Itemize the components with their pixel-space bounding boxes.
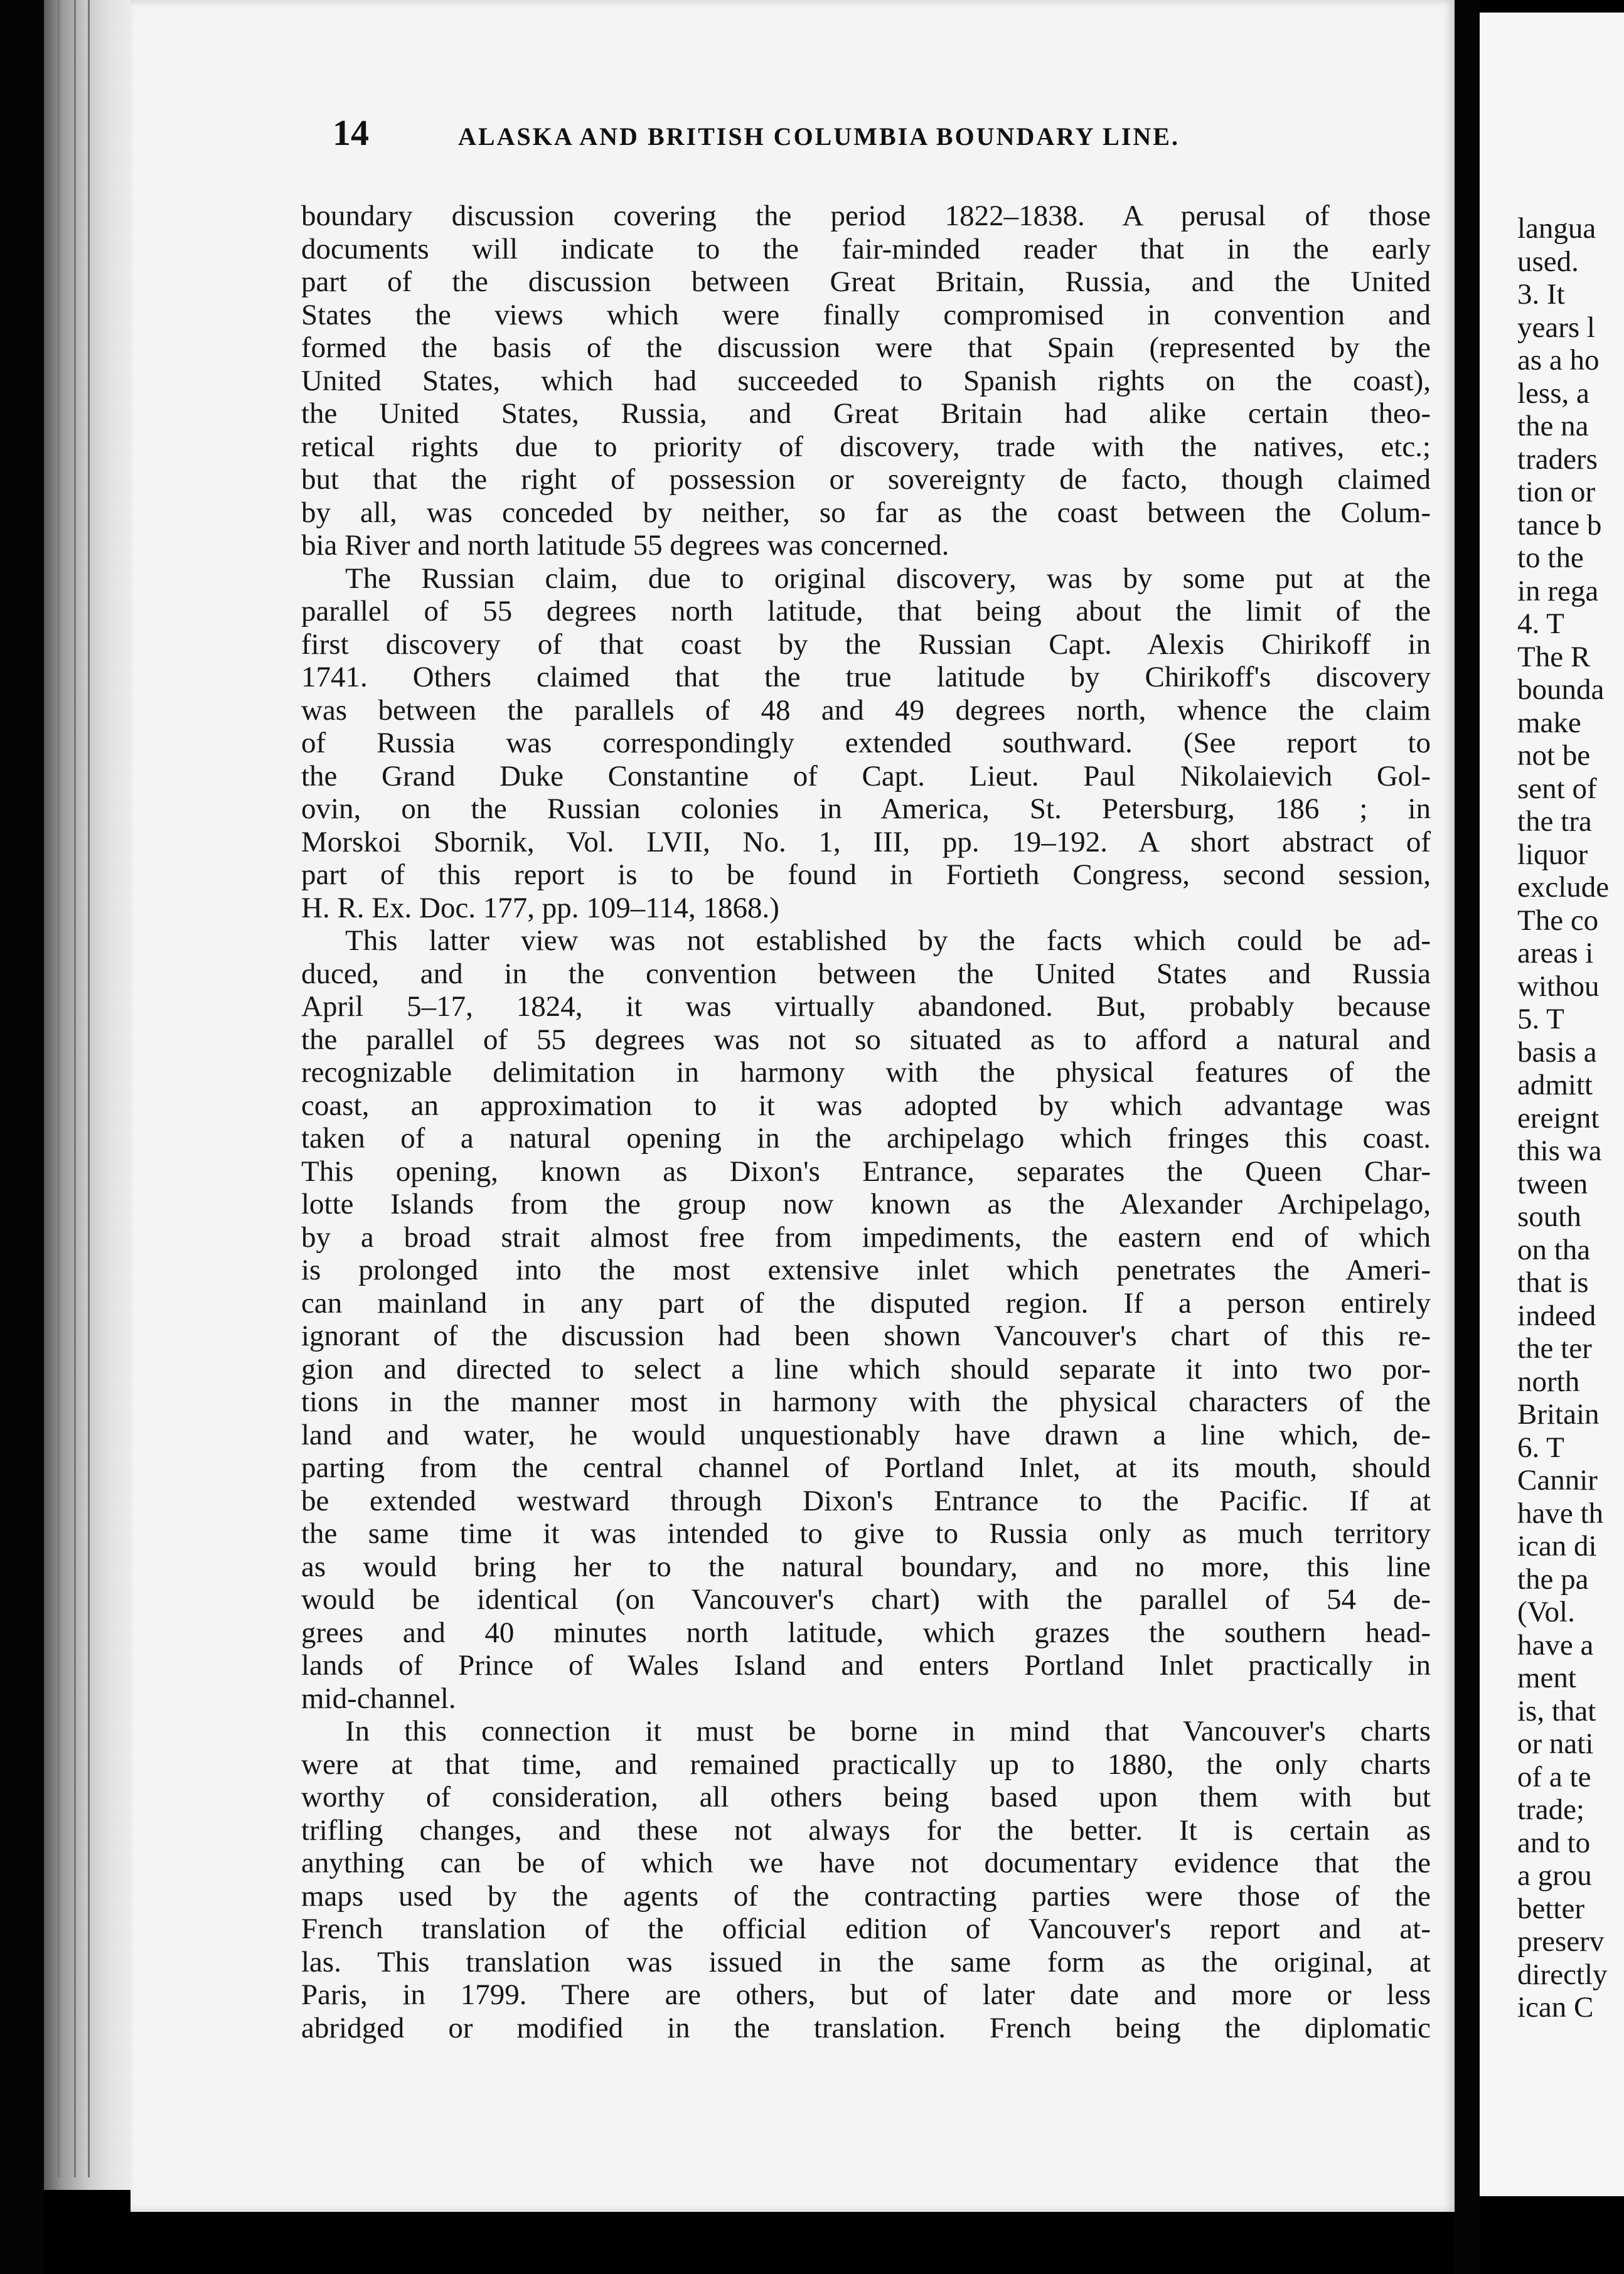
right-text-line: that is (1517, 1266, 1589, 1299)
right-text-line: 6. T (1517, 1431, 1564, 1464)
right-text-line: areas i (1517, 937, 1594, 969)
right-text-line: better (1517, 1892, 1584, 1925)
text-line: This opening, known as Dixon's Entrance, separates the Queen Char- (301, 1155, 1431, 1188)
text-line: first discovery of that coast by the Russian Capt. Alexis Chirikoff in (301, 627, 1431, 661)
text-line: trifling changes, and these not always for the better. It is certain as (301, 1813, 1431, 1847)
text-line: recognizable delimitation in harmony with the physical features of the (301, 1056, 1431, 1089)
right-text-line: basis a (1517, 1035, 1597, 1069)
right-text-line: this wa (1517, 1134, 1602, 1167)
right-text-line: ican C (1517, 1991, 1594, 2024)
text-line: by all, was conceded by neither, so far as the coast between the Colum- (301, 496, 1431, 529)
right-text-line: less, a (1517, 376, 1589, 410)
text-line: the Grand Duke Constantine of Capt. Lieut. Paul Nikolaievich Gol- (301, 759, 1431, 793)
right-text-line: a grou (1517, 1859, 1592, 1892)
right-text-line: not be (1517, 739, 1591, 772)
text-line: ovin, on the Russian colonies in America, St. Petersburg, 186 ; in (301, 793, 1431, 825)
running-head-title: ALASKA AND BRITISH COLUMBIA BOUNDARY LINE. (458, 122, 1180, 151)
page-gutter (1455, 0, 1480, 2274)
text-line: maps used by the agents of the contracting parties were those of the (301, 1879, 1431, 1913)
text-line: grees and 40 minutes north latitude, which grazes the southern head- (301, 1616, 1431, 1649)
right-page-text (1517, 212, 1624, 2024)
text-line: lotte Islands from the group now known as the Alexander Archipelago, (301, 1188, 1431, 1220)
right-text-line: of a te (1517, 1760, 1591, 1793)
text-line: Morskoi Sbornik, Vol. LVII, No. 1, III, pp. 19–192. A short abstract of (301, 825, 1431, 858)
right-text-line: Britain (1517, 1398, 1600, 1431)
right-text-line: langua (1517, 212, 1596, 245)
right-text-line: directly (1517, 1958, 1608, 1991)
right-text-line: trade; (1517, 1793, 1584, 1826)
text-line: lands of Prince of Wales Island and enters Portland Inlet practically in (301, 1649, 1431, 1682)
text-line: Paris, in 1799. There are others, but of later date and more or less (301, 1978, 1431, 2011)
text-line: boundary discussion covering the period 1822–1838. A perusal of those (301, 200, 1431, 232)
text-line: This latter view was not established by the facts which could be ad- (345, 924, 1431, 957)
right-text-line: ment (1517, 1662, 1576, 1694)
right-text-line: exclude (1517, 871, 1610, 904)
right-text-line: make (1517, 706, 1581, 739)
text-line: part of the discussion between Great Britain, Russia, and the United (301, 265, 1431, 298)
page-edge-line (58, 0, 60, 2177)
text-line: April 5–17, 1824, it was virtually abandoned. But, probably because (301, 990, 1431, 1023)
body-text (301, 200, 1431, 2044)
right-text-line: The R (1517, 640, 1591, 673)
right-text-line: have a (1517, 1628, 1594, 1662)
right-text-line: used. (1517, 245, 1579, 278)
page-edge-line (88, 0, 90, 2177)
right-text-line: indeed (1517, 1299, 1596, 1332)
book-binding (0, 0, 44, 2274)
text-line: part of this report is to be found in Fortieth Congress, second session, (301, 858, 1431, 891)
right-text-line: preserv (1517, 1925, 1605, 1958)
text-line: documents will indicate to the fair-minded reader that in the early (301, 232, 1431, 265)
text-line: worthy of consideration, all others being based upon them with but (301, 1781, 1431, 1813)
text-line: would be identical (on Vancouver's chart) with the parallel of 54 de- (301, 1583, 1431, 1616)
text-line: parting from the central channel of Portland Inlet, at its mouth, should (301, 1451, 1431, 1484)
page-edge-line (74, 0, 76, 2177)
text-line: States the views which were finally compromised in convention and (301, 298, 1431, 331)
running-head (333, 112, 1311, 156)
text-line: tions in the manner most in harmony with the physical characters of the (301, 1385, 1431, 1418)
right-text-line: the tra (1517, 805, 1592, 838)
text-line: by a broad strait almost free from impediments, the eastern end of which (301, 1220, 1431, 1254)
right-text-line: (Vol. (1517, 1596, 1575, 1628)
text-line: land and water, he would unquestionably have drawn a line which, de- (301, 1418, 1431, 1451)
right-text-line: as a ho (1517, 344, 1600, 376)
right-text-line: 3. It (1517, 278, 1565, 311)
right-text-line: the na (1517, 410, 1589, 442)
right-page-fragment (1480, 13, 1624, 2196)
text-line: was between the parallels of 48 and 49 degrees north, whence the claim (301, 693, 1431, 727)
text-line: abridged or modified in the translation. French being the diplomatic (301, 2011, 1431, 2044)
right-text-line: tion or (1517, 476, 1596, 508)
text-line: the same time it was intended to give to Russia only as much territory (301, 1517, 1431, 1550)
right-text-line: 5. T (1517, 1003, 1564, 1035)
right-text-line: in rega (1517, 574, 1599, 607)
right-text-line: the pa (1517, 1562, 1589, 1596)
right-text-line: north (1517, 1365, 1580, 1398)
right-text-line: tance b (1517, 508, 1602, 542)
right-text-line: and to (1517, 1826, 1591, 1859)
right-text-line: to the (1517, 542, 1584, 574)
right-text-line: have th (1517, 1497, 1604, 1530)
text-line: anything can be of which we have not documentary evidence that the (301, 1847, 1431, 1879)
text-line: 1741. Others claimed that the true latitude by Chirikoff's discovery (301, 661, 1431, 693)
text-line: of Russia was correspondingly extended southward. (See report to (301, 727, 1431, 759)
text-line: coast, an approximation to it was adopted by which advantage was (301, 1089, 1431, 1122)
text-line: can mainland in any part of the disputed region. If a person entirely (301, 1286, 1431, 1320)
text-line: gion and directed to select a line which should separate it into two por- (301, 1352, 1431, 1385)
text-line: French translation of the official edition of Vancouver's report and at- (301, 1913, 1431, 1945)
text-line: ignorant of the discussion had been shown Vancouver's chart of this re- (301, 1320, 1431, 1352)
right-text-line: on tha (1517, 1233, 1591, 1266)
page-edge-shading (44, 0, 138, 2190)
text-line: United States, which had succeeded to Spanish rights on the coast), (301, 364, 1431, 397)
right-text-line: tween (1517, 1167, 1588, 1200)
text-line: the parallel of 55 degrees was not so situated as to afford a natural and (301, 1023, 1431, 1056)
right-text-line: the ter (1517, 1332, 1592, 1365)
right-text-line: ereignt (1517, 1101, 1600, 1134)
text-line: The Russian claim, due to original discovery, was by some put at the (345, 562, 1431, 595)
right-text-line: The co (1517, 904, 1599, 937)
text-line: las. This translation was issued in the same form as the original, at (301, 1945, 1431, 1978)
text-line: In this connection it must be borne in mind that Vancouver's charts (345, 1715, 1431, 1748)
text-line: H. R. Ex. Doc. 177, pp. 109–114, 1868.) (301, 891, 779, 924)
text-line: formed the basis of the discussion were that Spain (represented by the (301, 331, 1431, 364)
text-line: the United States, Russia, and Great Britain had alike certain theo- (301, 397, 1431, 430)
text-line: as would bring her to the natural boundary, and no more, this line (301, 1550, 1431, 1583)
right-text-line: or nati (1517, 1727, 1594, 1760)
right-text-line: liquor (1517, 838, 1588, 871)
right-text-line: admitt (1517, 1069, 1593, 1101)
right-text-line: traders (1517, 442, 1598, 476)
right-text-line: years l (1517, 311, 1595, 344)
right-text-line: ican di (1517, 1530, 1597, 1562)
text-line: be extended westward through Dixon's Entrance to the Pacific. If at (301, 1484, 1431, 1517)
text-line: but that the right of possession or sovereignty de facto, though claimed (301, 463, 1431, 496)
right-text-line: Cannir (1517, 1464, 1598, 1497)
right-text-line: sent of (1517, 772, 1597, 805)
text-line: taken of a natural opening in the archipelago which fringes this coast. (301, 1122, 1431, 1155)
right-text-line: south (1517, 1200, 1581, 1233)
text-line: were at that time, and remained practically up to 1880, the only charts (301, 1748, 1431, 1781)
text-line: retical rights due to priority of discovery, trade with the natives, etc.; (301, 430, 1431, 463)
text-line: is prolonged into the most extensive inlet which penetrates the Ameri- (301, 1254, 1431, 1286)
text-line: parallel of 55 degrees north latitude, that being about the limit of the (301, 595, 1431, 627)
right-text-line: 4. T (1517, 607, 1564, 640)
text-line: duced, and in the convention between the United States and Russia (301, 957, 1431, 990)
text-line: mid-channel. (301, 1682, 456, 1715)
text-line: bia River and north latitude 55 degrees was concerned. (301, 529, 949, 562)
right-text-line: bounda (1517, 673, 1605, 706)
right-text-line: withou (1517, 969, 1600, 1003)
right-text-line: is, that (1517, 1694, 1596, 1727)
page-number: 14 (333, 112, 369, 153)
